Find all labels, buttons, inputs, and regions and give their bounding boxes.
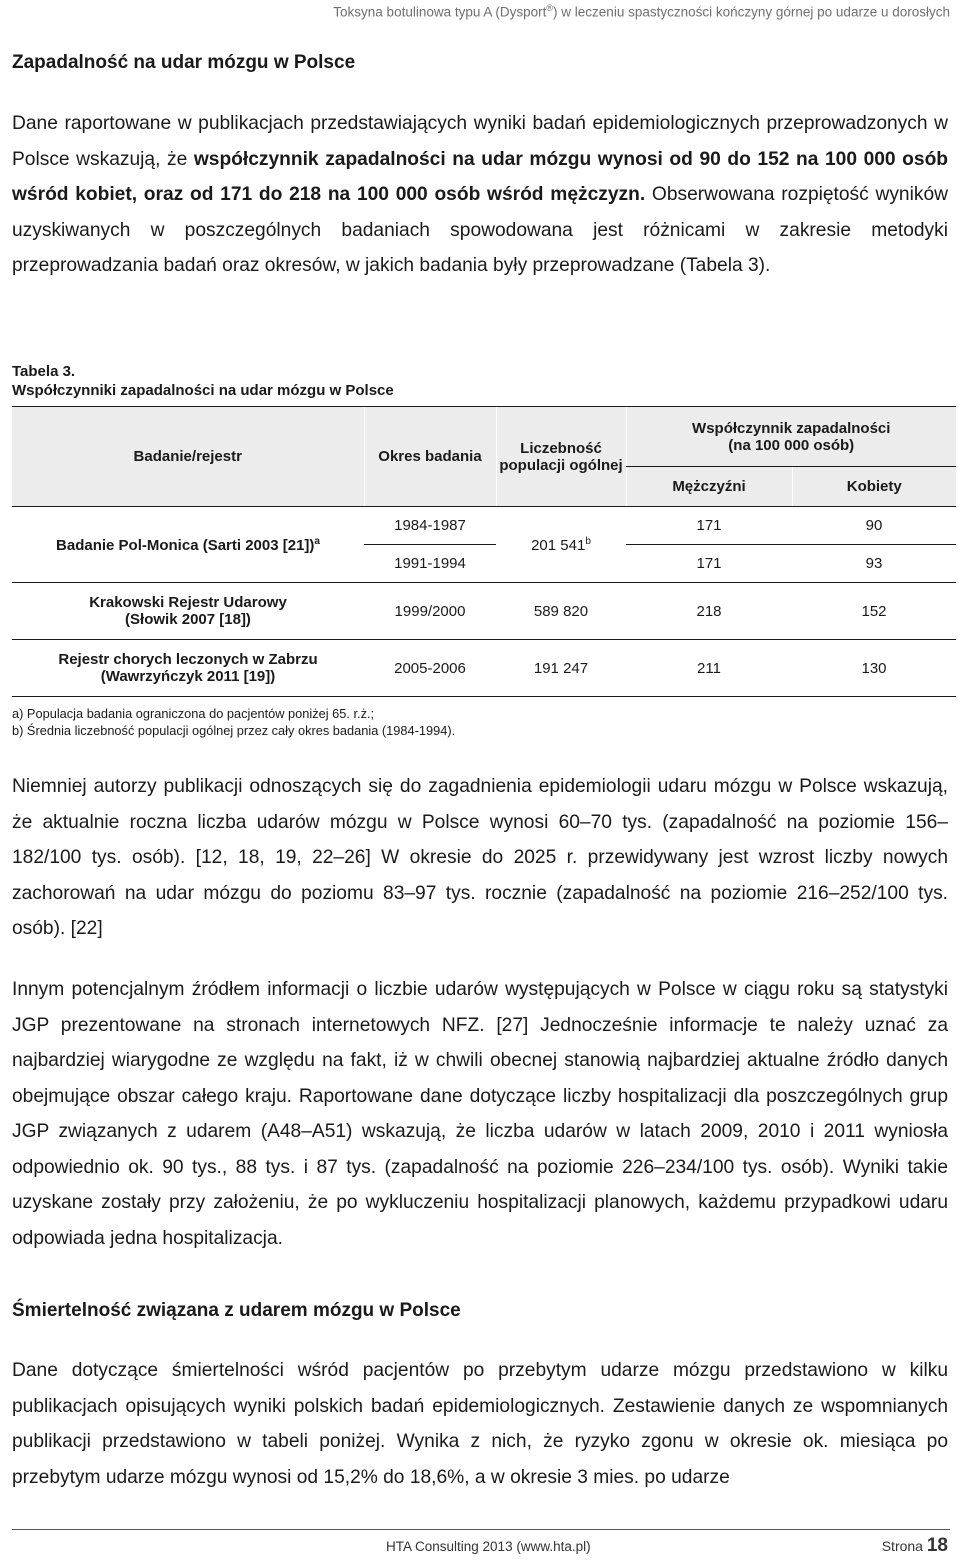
header-population: Liczebność populacji ogólnej	[496, 407, 626, 507]
row-women: 93	[792, 545, 956, 583]
row-study: Krakowski Rejestr Udarowy (Słowik 2007 [18])	[12, 583, 364, 640]
header-women: Kobiety	[792, 467, 956, 507]
header-study: Badanie/rejestr	[12, 407, 364, 507]
table-row	[12, 583, 956, 640]
row-women: 152	[792, 583, 956, 640]
footer-company: HTA Consulting 2013 (www.hta.pl)	[386, 1539, 591, 1554]
footer-page: Strona 18	[881, 1535, 948, 1556]
footnote-b: b) Średnia liczebność populacji ogólnej przez cały okres badania (1984-1994).	[12, 723, 456, 738]
row-period: 1999/2000	[364, 583, 496, 640]
table-row	[12, 507, 956, 545]
row-population: 191 247	[496, 640, 626, 697]
table-caption-label: Tabela 3.	[12, 363, 76, 380]
row-population: 589 820	[496, 583, 626, 640]
row-population: 201 541$^b$	[496, 507, 626, 583]
row-women: 130	[792, 640, 956, 697]
footer-divider	[12, 1529, 950, 1530]
header-men: Mężczyźni	[626, 467, 792, 507]
section-title-incidence: Zapadalność na udar mózgu w Polsce	[12, 52, 356, 73]
row-men: 171	[626, 507, 792, 545]
table-caption-title: Współczynniki zapadalności na udar mózgu w Polsce	[12, 382, 394, 399]
row-period: 1984-1987	[364, 507, 496, 545]
row-men: 211	[626, 640, 792, 697]
running-header: Toksyna botulinowa typu A (Dysport®) w leczeniu spastyczności kończyny górnej po udarze u dorosłych	[333, 3, 950, 20]
table-footnotes	[12, 705, 455, 739]
paragraph-jgp-statistics: Innym potencjalnym źródłem informacji o liczbie udarów występujących w Polsce w ciągu roku są statystyki JGP prezentowane na stronach internetowych NFZ. [27] Jednocześnie informacje te należy uznać za najbardziej wiarygodne ze względu na fakt, iż w chwili obecnej stanowią najbardziej aktualne źródło danych obejmujące obszar całego kraju. Raportowane dane dotyczące liczby hospitalizacji dla poszczególnych grup JGP związanych z udarem (A48–A51) wskazują, że liczba udarów w latach 2009, 2010 i 2011 wyniosła odpowiednio ok. 90 tys., 88 tys. i 87 tys. (zapadalność na poziomie 226–234/100 tys. osób). Wyniki takie uzyskane zostały przy założeniu, że po wykluczeniu hospitalizacji planowych, każdemu przypadkowi udaru odpowiada jedna hospitalizacja.	[12, 979, 948, 1249]
header-period: Okres badania	[364, 407, 496, 507]
paragraph-annual-stroke-count: Niemniej autorzy publikacji odnoszących się do zagadnienia epidemiologii udaru mózgu w Polsce wskazują, że aktualnie roczna liczba udarów mózgu w Polsce wynosi 60–70 tys. (zapadalność na poziomie 156–182/100 tys. osób). [12, 18, 19, 22–26] W okresie do 2025 r. przewidywany jest wzrost liczby nowych zachorowań na udar mózgu do poziomu 83–97 tys. rocznie (zapadalność na poziomie 216–252/100 tys. osób). [22]	[12, 776, 948, 939]
page-number: 18	[926, 1535, 948, 1556]
row-period: 2005-2006	[364, 640, 496, 697]
row-men: 171	[626, 545, 792, 583]
row-women: 90	[792, 507, 956, 545]
paragraph-incidence: Dane raportowane w publikacjach przedstawiających wyniki badań epidemiologicznych przeprowadzonych w Polsce wskazują, że współczynnik zapadalności na udar mózgu wynosi od 90 do 152 na 100 000 osób wśród kobiet, oraz od 171 do 218 na 100 000 osób wśród mężczyzn. Obserwowana rozpiętość wyników uzyskiwanych w poszczególnych badaniach spowodowana jest różnicami w zakresie metodyki przeprowadzania badań oraz okresów, w jakich badania były przeprowadzane (Tabela 3).	[12, 113, 949, 276]
incidence-table	[12, 406, 956, 697]
header-incidence-rate: Współczynnik zapadalności (na 100 000 osób)	[626, 407, 956, 467]
table-row	[12, 640, 956, 697]
row-study: Rejestr chorych leczonych w Zabrzu (Wawrzyńczyk 2011 [19])	[12, 640, 364, 697]
row-study: Badanie Pol-Monica (Sarti 2003 [21])$^a$	[12, 507, 364, 583]
row-period: 1991-1994	[364, 545, 496, 583]
section-title-mortality: Śmiertelność związana z udarem mózgu w Polsce	[12, 1300, 461, 1321]
footnote-a: a) Populacja badania ograniczona do pacjentów poniżej 65. r.ż.;	[12, 706, 375, 721]
paragraph-mortality: Dane dotyczące śmiertelności wśród pacjentów po przebytym udarze mózgu przedstawiono w kilku publikacjach opisujących wyniki polskich badań epidemiologicznych. Zestawienie danych ze wspomnianych publikacji przedstawiono w tabeli poniżej. Wynika z nich, że ryzyko zgonu w okresie ok. miesiąca po przebytym udarze mózgu wynosi od 15,2% do 18,6%, a w okresie 3 mies. po udarze	[12, 1360, 948, 1488]
row-men: 218	[626, 583, 792, 640]
